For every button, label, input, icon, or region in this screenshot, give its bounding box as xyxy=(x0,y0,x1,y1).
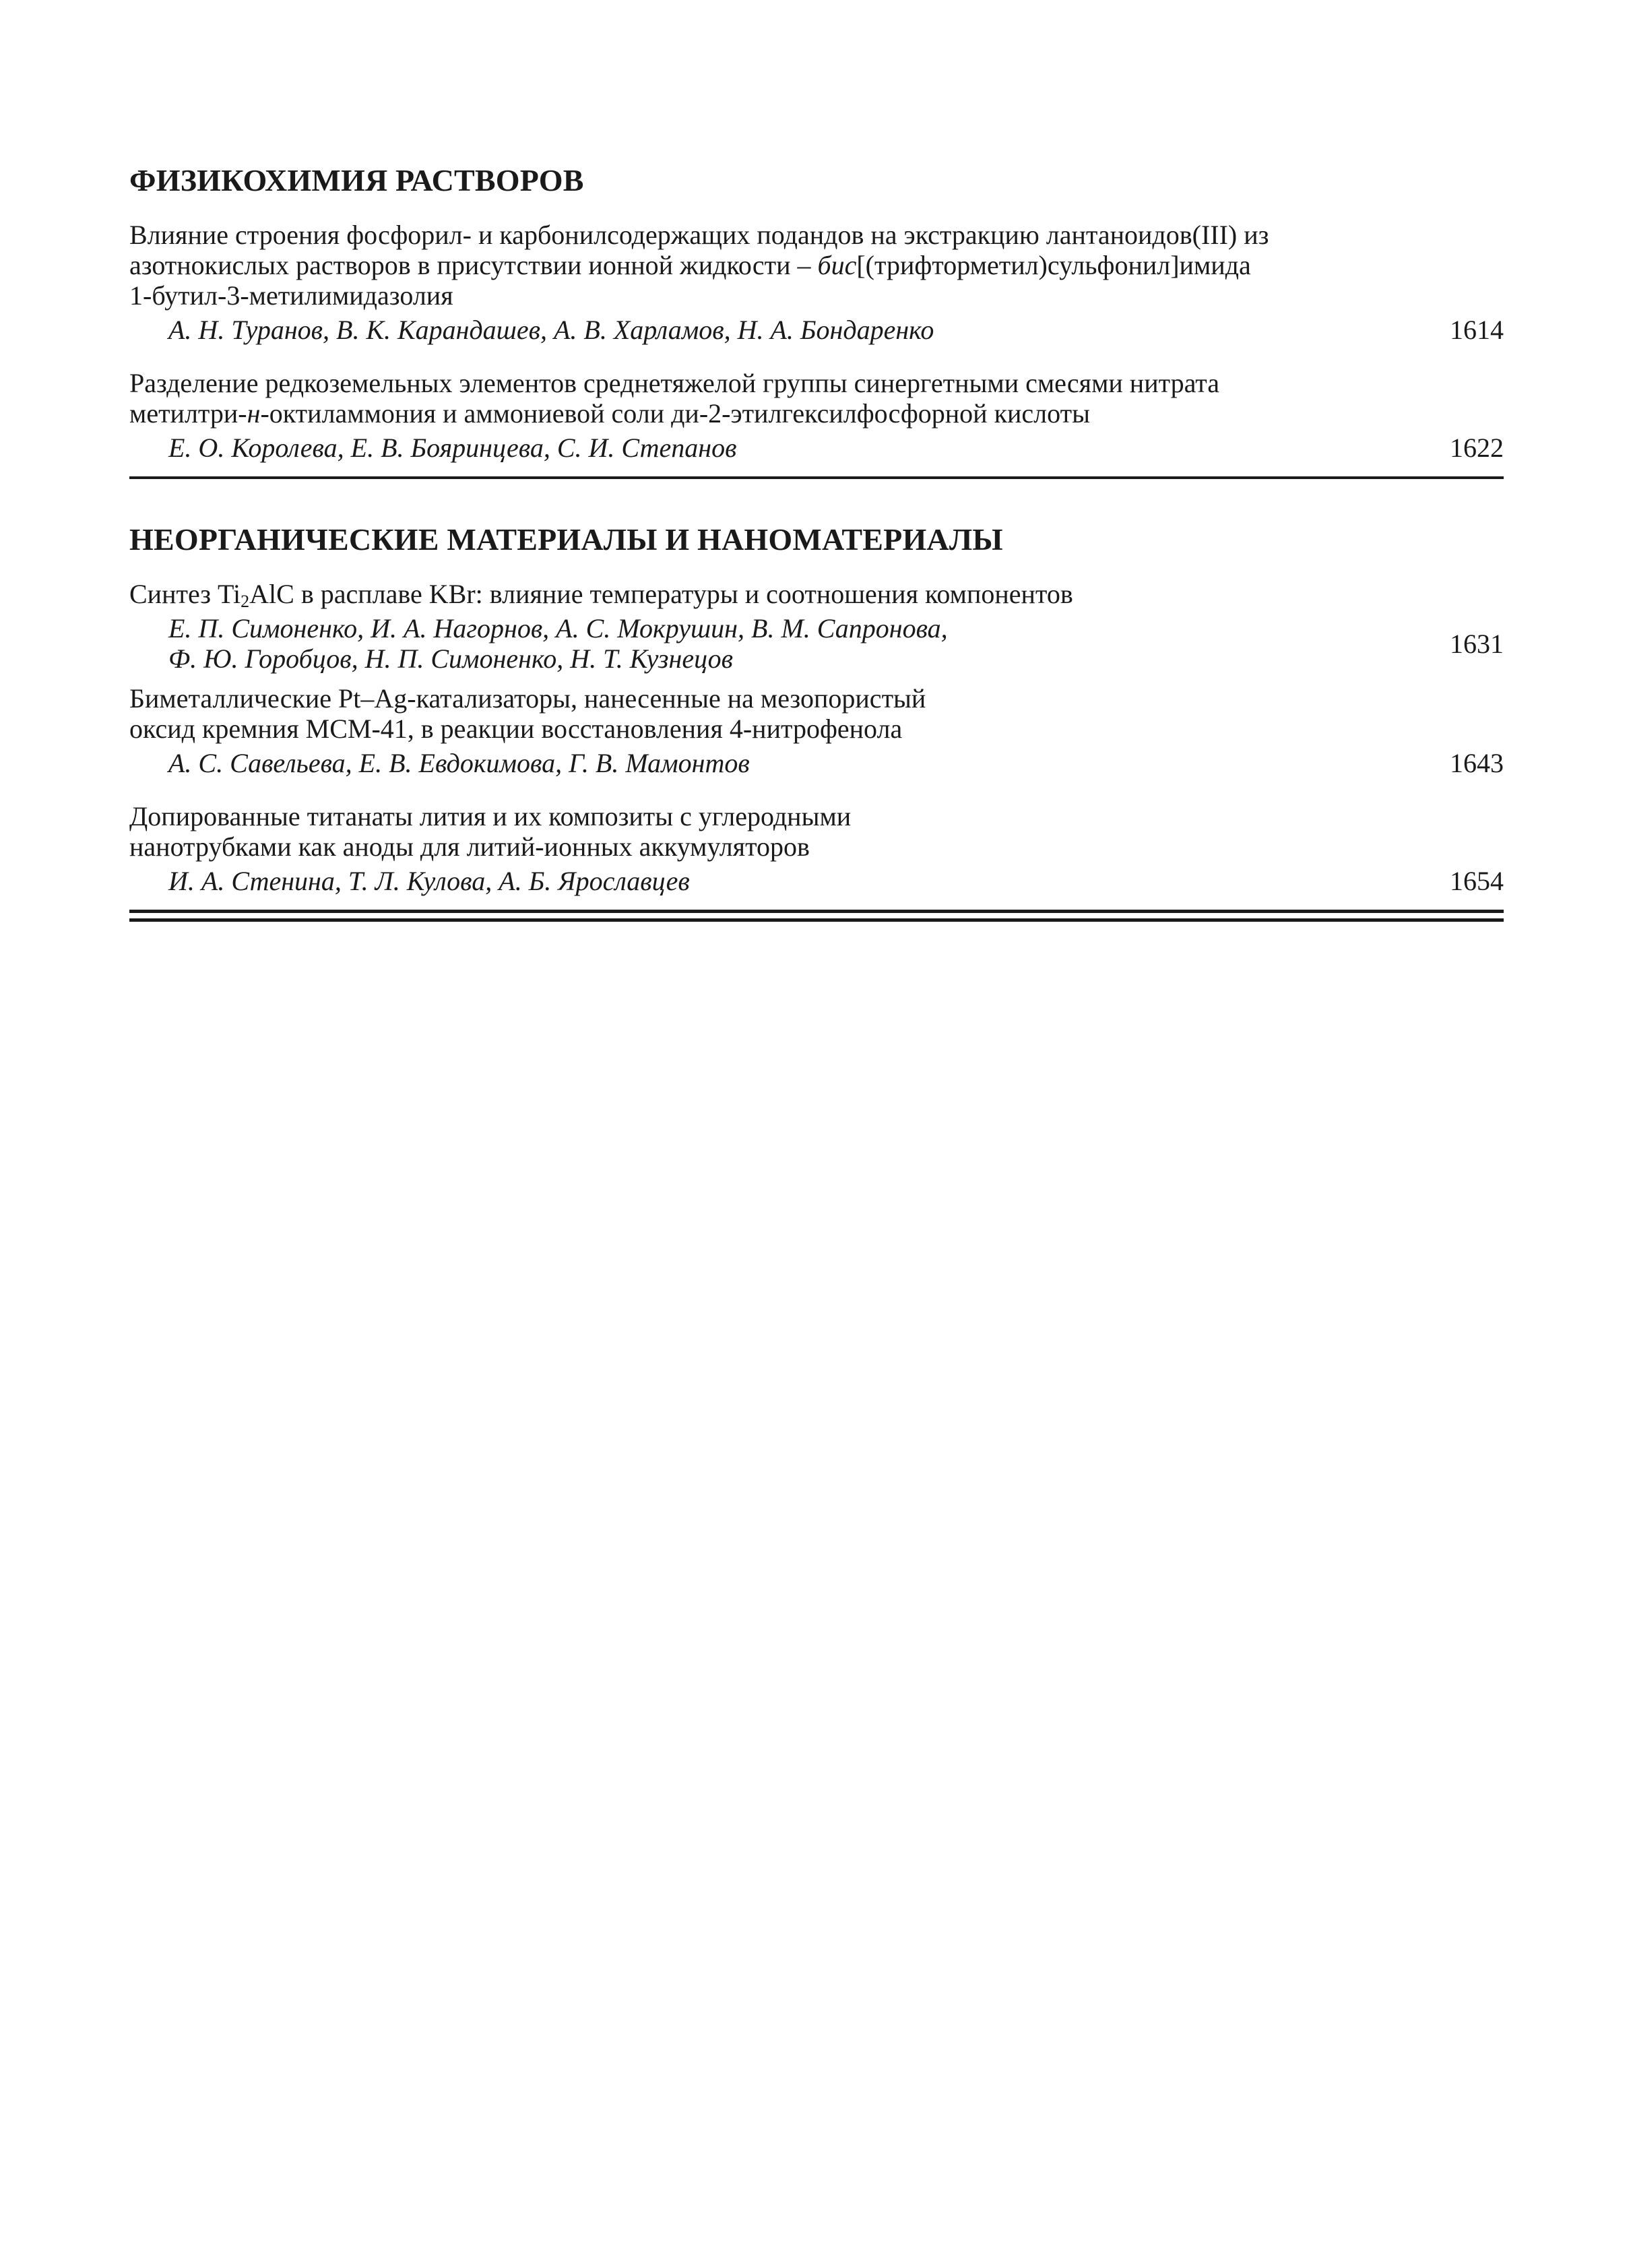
page-number[interactable]: 1631 xyxy=(1450,628,1504,659)
article-authors: И. А. Стенина, Т. Л. Кулова, А. Б. Ярославцев xyxy=(168,866,690,896)
article-authors: Е. П. Симоненко, И. А. Нагорнов, А. С. Мокрушин, В. М. Сапронова, Ф. Ю. Горобцов, Н. П. Симоненко, Н. Т. Кузнецов xyxy=(168,613,948,674)
section-title: ФИЗИКОХИМИЯ РАСТВОРОВ xyxy=(129,163,584,197)
article-authors: Е. О. Королева, Е. В. Бояринцева, С. И. Степанов xyxy=(168,433,737,463)
section-inorganic-materials xyxy=(129,521,1504,922)
article-title: Влияние строения фосфорил- и карбонилсодержащих подандов на экстракцию лантаноидов(III) из азотнокислых растворов в присутствии ионной жидкости – бис[(трифторметил)сульфонил]имида 1-бутил-3-метилимидазолия xyxy=(129,220,1269,311)
section-solution-physicochemistry xyxy=(129,162,1504,479)
article-title: Допированные титанаты лития и их композиты с углеродными нанотрубками как аноды для литий-ионных аккумуляторов xyxy=(129,801,852,862)
article-title: Разделение редкоземельных элементов среднетяжелой группы синергетными смесями нитрата метилтри-н-октиламмония и аммониевой соли ди-2-этилгексилфосфорной кислоты xyxy=(129,368,1220,429)
toc-entry[interactable] xyxy=(129,579,1504,674)
author-row xyxy=(129,315,1504,345)
toc-entry[interactable] xyxy=(129,683,1504,778)
article-title: Биметаллические Pt–Ag-катализаторы, нанесенные на мезопористый оксид кремния MCM-41, в реакции восстановления 4-нитрофенола xyxy=(129,683,926,744)
toc-entry[interactable] xyxy=(129,801,1504,896)
page-number[interactable]: 1643 xyxy=(1450,748,1504,778)
table-of-contents xyxy=(129,162,1504,922)
page-number[interactable]: 1654 xyxy=(1450,866,1504,896)
article-title: Синтез $Ti_2AlC$ в расплаве KBr: влияние температуры и соотношения компонентов xyxy=(129,579,1073,611)
page-number[interactable]: 1622 xyxy=(1450,433,1504,463)
toc-entry[interactable] xyxy=(129,368,1504,463)
toc-entry[interactable] xyxy=(129,220,1504,345)
page-number[interactable]: 1614 xyxy=(1450,315,1504,345)
author-row xyxy=(129,866,1504,896)
article-authors: А. Н. Туранов, В. К. Карандашев, А. В. Харламов, Н. А. Бондаренко xyxy=(168,315,934,345)
end-divider xyxy=(129,910,1504,922)
section-divider xyxy=(129,476,1504,479)
author-row xyxy=(129,613,1504,674)
author-row xyxy=(129,433,1504,463)
section-title: НЕОРГАНИЧЕСКИЕ МАТЕРИАЛЫ И НАНОМАТЕРИАЛЫ xyxy=(129,522,1003,557)
article-authors: А. С. Савельева, Е. В. Евдокимова, Г. В. Мамонтов xyxy=(168,748,750,778)
author-row xyxy=(129,748,1504,778)
